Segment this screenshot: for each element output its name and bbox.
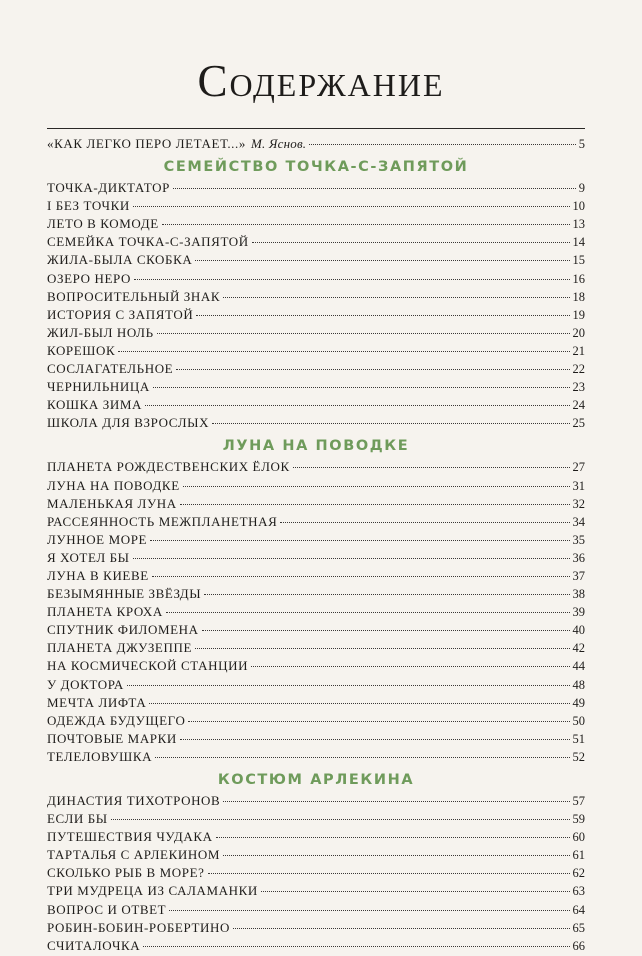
entry-title: ТЕЛЕЛОВУШКА [47, 748, 153, 764]
dot-leader [223, 297, 569, 298]
dot-leader [180, 504, 570, 505]
entry-page: 9 [578, 181, 585, 196]
entry-title: ТАРТАЛЬЯ С АРЛЕКИНОМ [47, 847, 220, 863]
toc-entry[interactable] [47, 252, 585, 270]
entry-title: I БЕЗ ТОЧКИ [47, 198, 130, 214]
entry-page: 64 [572, 902, 585, 917]
entry-title: ШКОЛА ДЛЯ ВЗРОСЛЫХ [47, 415, 210, 431]
entry-title: РОБИН-БОБИН-РОБЕРТИНО [47, 919, 230, 935]
toc-entry[interactable] [47, 731, 585, 749]
toc-entry[interactable] [47, 604, 585, 622]
dot-leader [188, 721, 569, 722]
dot-leader [157, 333, 570, 334]
dot-leader [155, 757, 569, 758]
toc-entry[interactable] [47, 640, 585, 658]
toc-entry[interactable] [47, 920, 585, 938]
entry-title: ЧЕРНИЛЬНИЦА [47, 379, 150, 395]
toc-entry[interactable] [47, 478, 585, 496]
entry-page: 48 [572, 677, 585, 692]
toc-entry[interactable] [47, 271, 585, 289]
entry-page: 36 [572, 550, 585, 565]
entry-page: 63 [572, 884, 585, 899]
dot-leader [202, 630, 570, 631]
toc-entry[interactable] [47, 216, 585, 234]
entry-title: СОСЛАГАТЕЛЬНОЕ [47, 361, 174, 377]
title-divider [47, 128, 585, 129]
dot-leader [145, 405, 569, 406]
toc-entry[interactable] [47, 361, 585, 379]
entry-page: 13 [572, 217, 585, 232]
entry-page: 10 [572, 199, 585, 214]
entry-page: 14 [572, 235, 585, 250]
dot-leader [143, 946, 569, 947]
entry-title: ЖИЛ-БЫЛ НОЛЬ [47, 324, 154, 340]
dot-leader [111, 819, 570, 820]
dot-leader [118, 351, 569, 352]
section-heading[interactable]: ЛУНА НА ПОВОДКЕ [222, 438, 410, 455]
entry-title: СЕМЕЙКА ТОЧКА-С-ЗАПЯТОЙ [47, 234, 249, 250]
entry-title: КОШКА ЗИМА [47, 397, 143, 413]
table-of-contents [47, 136, 585, 956]
toc-entry[interactable] [47, 622, 585, 640]
entry-title: ЛУНА НА ПОВОДКЕ [47, 477, 180, 493]
dot-leader [252, 242, 570, 243]
dot-leader [183, 486, 570, 487]
entry-page: 35 [572, 532, 585, 547]
dot-leader [173, 188, 576, 189]
toc-entry-intro[interactable] [47, 136, 585, 154]
dot-leader [176, 369, 569, 370]
entry-page: 27 [572, 460, 585, 475]
page-title: Содержание [197, 56, 445, 106]
entry-title: У ДОКТОРА [47, 676, 124, 692]
dot-leader [127, 685, 570, 686]
toc-entry[interactable] [47, 677, 585, 695]
dot-leader [233, 928, 570, 929]
entry-title: ОЗЕРО НЕРО [47, 270, 131, 286]
toc-entry[interactable] [47, 459, 585, 477]
entry-page: 51 [572, 731, 585, 746]
dot-leader [149, 703, 569, 704]
dot-leader [204, 594, 569, 595]
entry-title: БЕЗЫМЯННЫЕ ЗВЁЗДЫ [47, 586, 202, 602]
dot-leader [180, 739, 570, 740]
toc-entry[interactable] [47, 234, 585, 252]
entry-title: РАССЕЯННОСТЬ МЕЖПЛАНЕТНАЯ [47, 513, 278, 529]
entry-page: 31 [572, 478, 585, 493]
entry-page: 5 [578, 137, 585, 151]
entry-title: ЛУННОЕ МОРЕ [47, 531, 148, 547]
entry-page: 44 [572, 659, 585, 674]
entry-title: ТОЧКА-ДИКТАТОР [47, 180, 170, 196]
entry-page: 24 [572, 398, 585, 413]
entry-title: ЖИЛА-БЫЛА СКОБКА [47, 252, 193, 268]
entry-title: ЛЕТО В КОМОДЕ [47, 216, 159, 232]
entry-page: 38 [572, 587, 585, 602]
toc-entry[interactable] [47, 496, 585, 514]
dot-leader [223, 801, 569, 802]
entry-page: 66 [572, 938, 585, 953]
dot-leader [216, 837, 570, 838]
toc-entry[interactable] [47, 289, 585, 307]
toc-entry[interactable] [47, 198, 585, 216]
entry-title: СКОЛЬКО РЫБ В МОРЕ? [47, 865, 205, 881]
dot-leader [261, 891, 570, 892]
toc-entry[interactable] [47, 902, 585, 920]
entry-title: ЕСЛИ БЫ [47, 811, 108, 827]
entry-page: 49 [572, 695, 585, 710]
entry-title: ОДЕЖДА БУДУЩЕГО [47, 712, 186, 728]
entry-title: ПОЧТОВЫЕ МАРКИ [47, 730, 177, 746]
entry-page: 15 [572, 253, 585, 268]
entry-title: ИСТОРИЯ С ЗАПЯТОЙ [47, 306, 194, 322]
toc-entry[interactable] [47, 829, 585, 847]
entry-page: 19 [572, 307, 585, 322]
dot-leader [293, 467, 570, 468]
entry-page: 50 [572, 713, 585, 728]
entry-title: «КАК ЛЕГКО ПЕРО ЛЕТАЕТ...» [47, 136, 246, 151]
dot-leader [309, 144, 575, 145]
entry-title: СЧИТАЛОЧКА [47, 937, 141, 953]
dot-leader [133, 558, 570, 559]
dot-leader [162, 224, 570, 225]
entry-title: ТРИ МУДРЕЦА ИЗ САЛАМАНКИ [47, 883, 258, 899]
toc-entry[interactable] [47, 550, 585, 568]
dot-leader [152, 576, 570, 577]
dot-leader [195, 648, 570, 649]
toc-entry[interactable] [47, 325, 585, 343]
toc-entry[interactable] [47, 847, 585, 865]
entry-page: 16 [572, 271, 585, 286]
entry-title: Я ХОТЕЛ БЫ [47, 549, 130, 565]
dot-leader [280, 522, 569, 523]
toc-entry[interactable] [47, 568, 585, 586]
entry-title: МАЛЕНЬКАЯ ЛУНА [47, 495, 177, 511]
entry-title: ЛУНА В КИЕВЕ [47, 567, 149, 583]
entry-author: М. Яснов. [250, 136, 307, 151]
dot-leader [153, 387, 570, 388]
toc-entry[interactable] [47, 695, 585, 713]
entry-title: ПЛАНЕТА РОЖДЕСТВЕНСКИХ ЁЛОК [47, 459, 290, 475]
entry-page: 20 [572, 325, 585, 340]
toc-entry[interactable] [47, 343, 585, 361]
entry-page: 25 [572, 416, 585, 431]
entry-title: ПУТЕШЕСТВИЯ ЧУДАКА [47, 829, 213, 845]
entry-page: 32 [572, 496, 585, 511]
entry-title: НА КОСМИЧЕСКОЙ СТАНЦИИ [47, 658, 249, 674]
entry-page: 60 [572, 830, 585, 845]
entry-page: 59 [572, 812, 585, 827]
entry-title: КОРЕШОК [47, 342, 116, 358]
toc-entry[interactable] [47, 658, 585, 676]
entry-title: СПУТНИК ФИЛОМЕНА [47, 622, 199, 638]
entry-page: 42 [572, 641, 585, 656]
entry-page: 61 [572, 848, 585, 863]
dot-leader [223, 855, 570, 856]
entry-page: 34 [572, 514, 585, 529]
toc-entry[interactable] [47, 532, 585, 550]
entry-page: 21 [572, 343, 585, 358]
dot-leader [212, 423, 569, 424]
dot-leader [133, 206, 570, 207]
entry-page: 37 [572, 568, 585, 583]
toc-entry[interactable] [47, 793, 585, 811]
toc-entry[interactable] [47, 397, 585, 415]
toc-entry[interactable] [47, 749, 585, 767]
entry-title: ПЛАНЕТА КРОХА [47, 604, 163, 620]
dot-leader [134, 279, 570, 280]
toc-entry[interactable] [47, 586, 585, 604]
entry-page: 18 [572, 289, 585, 304]
entry-page: 57 [572, 794, 585, 808]
section-heading[interactable]: КОСТЮМ АРЛЕКИНА [217, 772, 415, 788]
toc-entry[interactable] [47, 865, 585, 883]
toc-entry[interactable] [47, 938, 585, 956]
dot-leader [195, 260, 569, 261]
entry-title: ДИНАСТИЯ ТИХОТРОНОВ [47, 793, 221, 808]
toc-entry[interactable] [47, 180, 585, 198]
entry-page: 52 [572, 749, 585, 764]
entry-page: 39 [572, 605, 585, 620]
toc-entry[interactable] [47, 811, 585, 829]
entry-page: 22 [572, 362, 585, 377]
toc-entry[interactable] [47, 379, 585, 397]
entry-page: 40 [572, 623, 585, 638]
toc-entry[interactable] [47, 713, 585, 731]
entry-page: 62 [572, 866, 585, 881]
toc-entry[interactable] [47, 307, 585, 325]
section-heading[interactable]: СЕМЕЙСТВО ТОЧКА-С-ЗАПЯТОЙ [163, 159, 469, 176]
dot-leader [251, 666, 569, 667]
entry-page: 65 [572, 920, 585, 935]
toc-entry[interactable] [47, 514, 585, 532]
entry-title: ВОПРОСИТЕЛЬНЫЙ ЗНАК [47, 288, 221, 304]
dot-leader [196, 315, 569, 316]
dot-leader [169, 910, 569, 911]
toc-entry[interactable] [47, 415, 585, 433]
entry-page: 23 [572, 380, 585, 395]
entry-title: ПЛАНЕТА ДЖУЗЕППЕ [47, 640, 192, 656]
toc-entry[interactable] [47, 883, 585, 901]
entry-title: ВОПРОС И ОТВЕТ [47, 901, 167, 917]
dot-leader [150, 540, 569, 541]
entry-title: МЕЧТА ЛИФТА [47, 694, 147, 710]
dot-leader [208, 873, 570, 874]
dot-leader [166, 612, 570, 613]
